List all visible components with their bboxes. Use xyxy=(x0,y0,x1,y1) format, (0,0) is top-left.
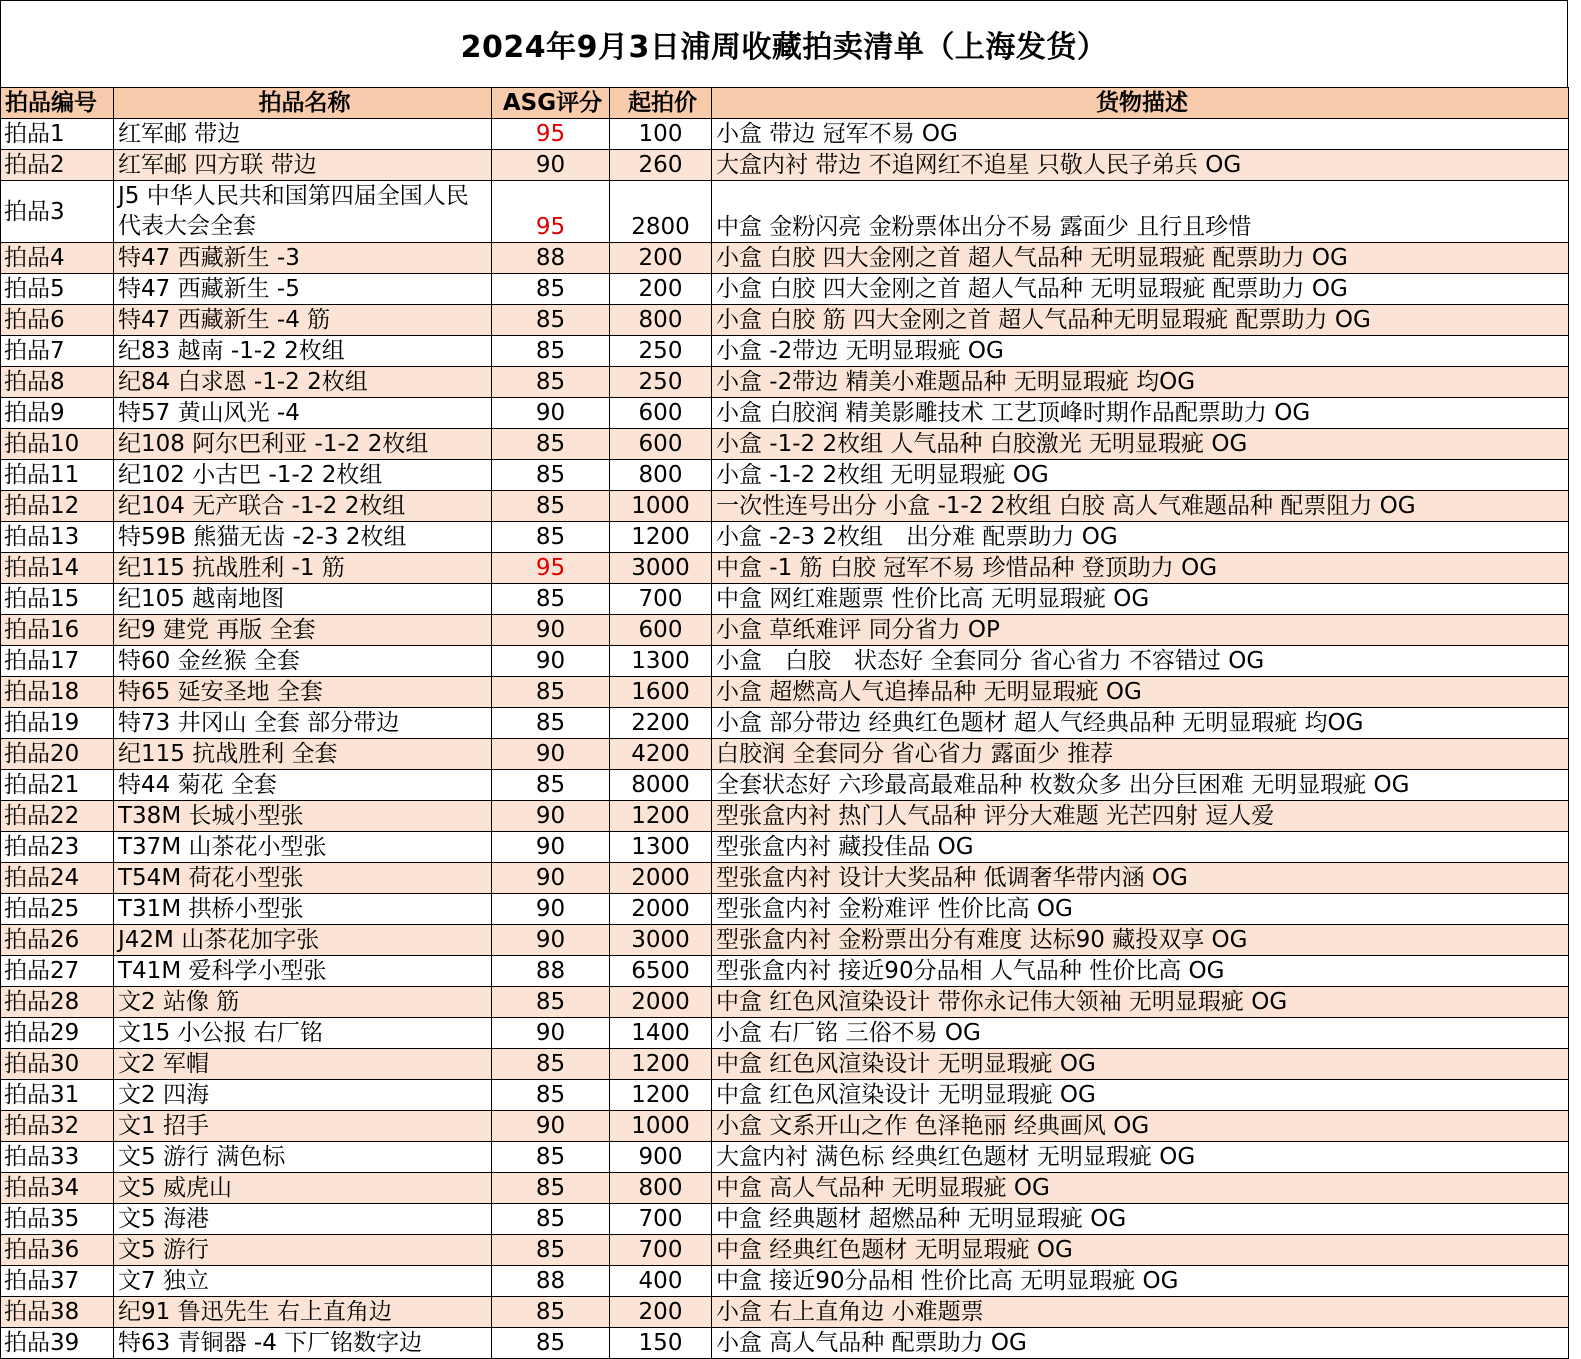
cell-start-price: 1200 xyxy=(610,1080,712,1111)
cell-description: 一次性连号出分 小盒 -1-2 2枚组 白胶 高人气难题品种 配票阻力 OG xyxy=(712,491,1569,522)
cell-description: 中盒 红色风渲染设计 无明显瑕疵 OG xyxy=(712,1049,1569,1080)
cell-start-price: 8000 xyxy=(610,770,712,801)
cell-lot-id: 拍品9 xyxy=(1,398,114,429)
cell-asg-score: 90 xyxy=(492,1018,610,1049)
cell-start-price: 2200 xyxy=(610,708,712,739)
cell-asg-score: 95 xyxy=(492,119,610,150)
cell-description: 型张盒内衬 藏投佳品 OG xyxy=(712,832,1569,863)
cell-lot-name: 特73 井冈山 全套 部分带边 xyxy=(114,708,492,739)
cell-lot-name: 特59B 熊猫无齿 -2-3 2枚组 xyxy=(114,522,492,553)
cell-description: 小盒 白胶 筋 四大金刚之首 超人气品种无明显瑕疵 配票助力 OG xyxy=(712,305,1569,336)
cell-description: 小盒 右上直角边 小难题票 xyxy=(712,1297,1569,1328)
cell-lot-id: 拍品7 xyxy=(1,336,114,367)
cell-asg-score: 85 xyxy=(492,1142,610,1173)
cell-description: 小盒 -2带边 精美小难题品种 无明显瑕疵 均OG xyxy=(712,367,1569,398)
cell-lot-id: 拍品15 xyxy=(1,584,114,615)
cell-start-price: 400 xyxy=(610,1266,712,1297)
cell-asg-score: 85 xyxy=(492,1080,610,1111)
table-row xyxy=(1,1018,1569,1049)
cell-asg-score: 85 xyxy=(492,367,610,398)
cell-start-price: 200 xyxy=(610,243,712,274)
cell-asg-score: 85 xyxy=(492,1297,610,1328)
table-row xyxy=(1,677,1569,708)
table-row xyxy=(1,367,1569,398)
cell-description: 型张盒内衬 热门人气品种 评分大难题 光芒四射 逗人爱 xyxy=(712,801,1569,832)
table-row xyxy=(1,305,1569,336)
cell-lot-name: 特65 延安圣地 全套 xyxy=(114,677,492,708)
table-row xyxy=(1,863,1569,894)
cell-start-price: 600 xyxy=(610,429,712,460)
cell-lot-name: 纪9 建党 再版 全套 xyxy=(114,615,492,646)
table-body xyxy=(1,119,1569,1359)
table-row xyxy=(1,894,1569,925)
cell-asg-score: 90 xyxy=(492,832,610,863)
cell-lot-name: J5 中华人民共和国第四届全国人民代表大会全套 xyxy=(114,181,492,243)
table-row xyxy=(1,1142,1569,1173)
table-row xyxy=(1,770,1569,801)
cell-lot-id: 拍品31 xyxy=(1,1080,114,1111)
cell-lot-name: J42M 山茶花加字张 xyxy=(114,925,492,956)
cell-description: 小盒 部分带边 经典红色题材 超人气经典品种 无明显瑕疵 均OG xyxy=(712,708,1569,739)
cell-start-price: 800 xyxy=(610,305,712,336)
cell-lot-id: 拍品3 xyxy=(1,181,114,243)
table-row xyxy=(1,615,1569,646)
cell-asg-score: 85 xyxy=(492,584,610,615)
table-row xyxy=(1,1328,1569,1359)
cell-start-price: 200 xyxy=(610,274,712,305)
cell-lot-name: 文2 军帽 xyxy=(114,1049,492,1080)
cell-description: 全套状态好 六珍最高最难品种 枚数众多 出分巨困难 无明显瑕疵 OG xyxy=(712,770,1569,801)
cell-lot-name: T37M 山茶花小型张 xyxy=(114,832,492,863)
cell-asg-score: 85 xyxy=(492,1173,610,1204)
cell-asg-score: 90 xyxy=(492,801,610,832)
cell-description: 白胶润 全套同分 省心省力 露面少 推荐 xyxy=(712,739,1569,770)
cell-lot-id: 拍品4 xyxy=(1,243,114,274)
table-row xyxy=(1,584,1569,615)
cell-lot-id: 拍品11 xyxy=(1,460,114,491)
cell-start-price: 900 xyxy=(610,1142,712,1173)
cell-start-price: 800 xyxy=(610,1173,712,1204)
header-desc: 货物描述 xyxy=(712,88,1569,119)
cell-start-price: 260 xyxy=(610,150,712,181)
cell-start-price: 1000 xyxy=(610,491,712,522)
cell-asg-score: 85 xyxy=(492,1328,610,1359)
cell-start-price: 1000 xyxy=(610,1111,712,1142)
cell-description: 小盒 白胶润 精美影雕技术 工艺顶峰时期作品配票助力 OG xyxy=(712,398,1569,429)
cell-asg-score: 85 xyxy=(492,1204,610,1235)
cell-lot-name: 特57 黄山风光 -4 xyxy=(114,398,492,429)
cell-description: 小盒 超燃高人气追捧品种 无明显瑕疵 OG xyxy=(712,677,1569,708)
cell-lot-name: 文5 游行 xyxy=(114,1235,492,1266)
cell-lot-id: 拍品28 xyxy=(1,987,114,1018)
cell-description: 中盒 高人气品种 无明显瑕疵 OG xyxy=(712,1173,1569,1204)
cell-start-price: 1300 xyxy=(610,832,712,863)
page-title: 2024年9月3日浦周收藏拍卖清单（上海发货） xyxy=(0,0,1568,87)
cell-lot-name: 红军邮 四方联 带边 xyxy=(114,150,492,181)
table-row xyxy=(1,1235,1569,1266)
cell-start-price: 4200 xyxy=(610,739,712,770)
cell-description: 中盒 经典题材 超燃品种 无明显瑕疵 OG xyxy=(712,1204,1569,1235)
cell-lot-name: 纪115 抗战胜利 -1 筋 xyxy=(114,553,492,584)
cell-lot-id: 拍品32 xyxy=(1,1111,114,1142)
cell-lot-name: 文7 独立 xyxy=(114,1266,492,1297)
cell-asg-score: 85 xyxy=(492,336,610,367)
cell-start-price: 800 xyxy=(610,460,712,491)
cell-asg-score: 85 xyxy=(492,677,610,708)
cell-description: 小盒 白胶 状态好 全套同分 省心省力 不容错过 OG xyxy=(712,646,1569,677)
cell-lot-name: 特47 西藏新生 -3 xyxy=(114,243,492,274)
cell-start-price: 2800 xyxy=(610,181,712,243)
cell-lot-name: 纪108 阿尔巴利亚 -1-2 2枚组 xyxy=(114,429,492,460)
table-row xyxy=(1,1173,1569,1204)
table-row xyxy=(1,1111,1569,1142)
cell-lot-name: 特47 西藏新生 -5 xyxy=(114,274,492,305)
cell-start-price: 250 xyxy=(610,367,712,398)
cell-lot-id: 拍品16 xyxy=(1,615,114,646)
cell-start-price: 1200 xyxy=(610,522,712,553)
table-row xyxy=(1,460,1569,491)
cell-lot-id: 拍品8 xyxy=(1,367,114,398)
cell-start-price: 600 xyxy=(610,615,712,646)
cell-lot-name: 文5 海港 xyxy=(114,1204,492,1235)
cell-lot-name: 纪84 白求恩 -1-2 2枚组 xyxy=(114,367,492,398)
cell-lot-id: 拍品13 xyxy=(1,522,114,553)
cell-lot-name: 红军邮 带边 xyxy=(114,119,492,150)
table-row xyxy=(1,1204,1569,1235)
cell-lot-id: 拍品35 xyxy=(1,1204,114,1235)
cell-asg-score: 85 xyxy=(492,429,610,460)
cell-lot-id: 拍品34 xyxy=(1,1173,114,1204)
cell-description: 中盒 红色风渲染设计 无明显瑕疵 OG xyxy=(712,1080,1569,1111)
cell-asg-score: 88 xyxy=(492,1266,610,1297)
cell-start-price: 1300 xyxy=(610,646,712,677)
cell-start-price: 1200 xyxy=(610,1049,712,1080)
table-row xyxy=(1,801,1569,832)
cell-lot-id: 拍品22 xyxy=(1,801,114,832)
table-row xyxy=(1,243,1569,274)
cell-lot-name: 纪83 越南 -1-2 2枚组 xyxy=(114,336,492,367)
header-score: ASG评分 xyxy=(492,88,610,119)
cell-asg-score: 88 xyxy=(492,243,610,274)
header-price: 起拍价 xyxy=(610,88,712,119)
cell-description: 大盒内衬 带边 不追网红不追星 只敬人民子弟兵 OG xyxy=(712,150,1569,181)
cell-start-price: 600 xyxy=(610,398,712,429)
cell-lot-name: T54M 荷花小型张 xyxy=(114,863,492,894)
cell-lot-name: 纪104 无产联合 -1-2 2枚组 xyxy=(114,491,492,522)
table-row xyxy=(1,987,1569,1018)
table-row xyxy=(1,925,1569,956)
table-row xyxy=(1,832,1569,863)
cell-asg-score: 90 xyxy=(492,398,610,429)
cell-start-price: 250 xyxy=(610,336,712,367)
table-row xyxy=(1,336,1569,367)
cell-lot-id: 拍品24 xyxy=(1,863,114,894)
cell-description: 小盒 -1-2 2枚组 无明显瑕疵 OG xyxy=(712,460,1569,491)
table-row xyxy=(1,398,1569,429)
cell-asg-score: 90 xyxy=(492,925,610,956)
cell-start-price: 700 xyxy=(610,584,712,615)
cell-start-price: 100 xyxy=(610,119,712,150)
cell-lot-id: 拍品23 xyxy=(1,832,114,863)
cell-description: 小盒 带边 冠军不易 OG xyxy=(712,119,1569,150)
cell-asg-score: 85 xyxy=(492,1235,610,1266)
cell-description: 小盒 右厂铭 三俗不易 OG xyxy=(712,1018,1569,1049)
cell-description: 中盒 -1 筋 白胶 冠军不易 珍惜品种 登顶助力 OG xyxy=(712,553,1569,584)
cell-start-price: 700 xyxy=(610,1235,712,1266)
cell-lot-name: T31M 拱桥小型张 xyxy=(114,894,492,925)
cell-lot-id: 拍品5 xyxy=(1,274,114,305)
cell-asg-score: 85 xyxy=(492,460,610,491)
cell-lot-id: 拍品12 xyxy=(1,491,114,522)
cell-lot-name: 纪91 鲁迅先生 右上直角边 xyxy=(114,1297,492,1328)
cell-lot-id: 拍品21 xyxy=(1,770,114,801)
cell-lot-id: 拍品39 xyxy=(1,1328,114,1359)
cell-start-price: 6500 xyxy=(610,956,712,987)
cell-asg-score: 95 xyxy=(492,181,610,243)
header-name: 拍品名称 xyxy=(114,88,492,119)
table-row xyxy=(1,274,1569,305)
cell-lot-id: 拍品1 xyxy=(1,119,114,150)
cell-lot-id: 拍品25 xyxy=(1,894,114,925)
cell-asg-score: 85 xyxy=(492,770,610,801)
cell-lot-name: 特60 金丝猴 全套 xyxy=(114,646,492,677)
cell-lot-name: 纪102 小古巴 -1-2 2枚组 xyxy=(114,460,492,491)
cell-asg-score: 85 xyxy=(492,522,610,553)
cell-start-price: 3000 xyxy=(610,553,712,584)
cell-start-price: 3000 xyxy=(610,925,712,956)
table-row xyxy=(1,491,1569,522)
cell-lot-name: 文5 威虎山 xyxy=(114,1173,492,1204)
cell-lot-name: 文2 站像 筋 xyxy=(114,987,492,1018)
cell-asg-score: 85 xyxy=(492,1049,610,1080)
table-row xyxy=(1,119,1569,150)
cell-start-price: 700 xyxy=(610,1204,712,1235)
cell-description: 型张盒内衬 接近90分品相 人气品种 性价比高 OG xyxy=(712,956,1569,987)
cell-lot-name: 纪115 抗战胜利 全套 xyxy=(114,739,492,770)
header-id: 拍品编号 xyxy=(1,88,114,119)
cell-asg-score: 90 xyxy=(492,1111,610,1142)
cell-description: 型张盒内衬 设计大奖品种 低调奢华带内涵 OG xyxy=(712,863,1569,894)
cell-description: 大盒内衬 满色标 经典红色题材 无明显瑕疵 OG xyxy=(712,1142,1569,1173)
cell-description: 小盒 -2-3 2枚组 出分难 配票助力 OG xyxy=(712,522,1569,553)
cell-description: 小盒 高人气品种 配票助力 OG xyxy=(712,1328,1569,1359)
cell-asg-score: 90 xyxy=(492,863,610,894)
cell-asg-score: 85 xyxy=(492,305,610,336)
cell-asg-score: 88 xyxy=(492,956,610,987)
cell-lot-name: 文15 小公报 右厂铭 xyxy=(114,1018,492,1049)
cell-asg-score: 85 xyxy=(492,708,610,739)
cell-lot-id: 拍品6 xyxy=(1,305,114,336)
cell-description: 小盒 -1-2 2枚组 人气品种 白胶激光 无明显瑕疵 OG xyxy=(712,429,1569,460)
table-row xyxy=(1,739,1569,770)
cell-description: 中盒 网红难题票 性价比高 无明显瑕疵 OG xyxy=(712,584,1569,615)
cell-start-price: 2000 xyxy=(610,863,712,894)
cell-lot-id: 拍品14 xyxy=(1,553,114,584)
table-row xyxy=(1,522,1569,553)
table-row xyxy=(1,1049,1569,1080)
cell-asg-score: 90 xyxy=(492,894,610,925)
cell-lot-id: 拍品18 xyxy=(1,677,114,708)
cell-lot-name: 特63 青铜器 -4 下厂铭数字边 xyxy=(114,1328,492,1359)
cell-start-price: 1200 xyxy=(610,801,712,832)
table-row xyxy=(1,646,1569,677)
cell-description: 小盒 -2带边 无明显瑕疵 OG xyxy=(712,336,1569,367)
cell-asg-score: 90 xyxy=(492,646,610,677)
cell-lot-id: 拍品29 xyxy=(1,1018,114,1049)
cell-lot-id: 拍品2 xyxy=(1,150,114,181)
cell-lot-name: 文1 招手 xyxy=(114,1111,492,1142)
table-row xyxy=(1,1297,1569,1328)
cell-asg-score: 90 xyxy=(492,150,610,181)
table-row xyxy=(1,956,1569,987)
cell-description: 型张盒内衬 金粉难评 性价比高 OG xyxy=(712,894,1569,925)
cell-start-price: 1400 xyxy=(610,1018,712,1049)
cell-start-price: 150 xyxy=(610,1328,712,1359)
table-row xyxy=(1,1266,1569,1297)
cell-description: 小盒 白胶 四大金刚之首 超人气品种 无明显瑕疵 配票助力 OG xyxy=(712,243,1569,274)
cell-description: 小盒 文系开山之作 色泽艳丽 经典画风 OG xyxy=(712,1111,1569,1142)
cell-asg-score: 95 xyxy=(492,553,610,584)
cell-lot-id: 拍品36 xyxy=(1,1235,114,1266)
cell-description: 中盒 经典红色题材 无明显瑕疵 OG xyxy=(712,1235,1569,1266)
cell-asg-score: 90 xyxy=(492,739,610,770)
cell-lot-name: 文5 游行 满色标 xyxy=(114,1142,492,1173)
cell-start-price: 200 xyxy=(610,1297,712,1328)
auction-table xyxy=(0,87,1569,1359)
cell-asg-score: 90 xyxy=(492,615,610,646)
table-row xyxy=(1,553,1569,584)
table-row xyxy=(1,150,1569,181)
cell-description: 小盒 白胶 四大金刚之首 超人气品种 无明显瑕疵 配票助力 OG xyxy=(712,274,1569,305)
cell-lot-id: 拍品26 xyxy=(1,925,114,956)
cell-lot-id: 拍品17 xyxy=(1,646,114,677)
cell-start-price: 1600 xyxy=(610,677,712,708)
cell-asg-score: 85 xyxy=(492,491,610,522)
table-row xyxy=(1,429,1569,460)
cell-lot-id: 拍品19 xyxy=(1,708,114,739)
cell-lot-id: 拍品10 xyxy=(1,429,114,460)
cell-description: 中盒 金粉闪亮 金粉票体出分不易 露面少 且行且珍惜 xyxy=(712,181,1569,243)
cell-description: 中盒 接近90分品相 性价比高 无明显瑕疵 OG xyxy=(712,1266,1569,1297)
table-row xyxy=(1,708,1569,739)
cell-description: 小盒 草纸难评 同分省力 OP xyxy=(712,615,1569,646)
cell-start-price: 2000 xyxy=(610,894,712,925)
cell-lot-name: 特47 西藏新生 -4 筋 xyxy=(114,305,492,336)
cell-lot-id: 拍品38 xyxy=(1,1297,114,1328)
cell-asg-score: 85 xyxy=(492,274,610,305)
cell-lot-id: 拍品30 xyxy=(1,1049,114,1080)
cell-asg-score: 85 xyxy=(492,987,610,1018)
cell-description: 中盒 红色风渲染设计 带你永记伟大领袖 无明显瑕疵 OG xyxy=(712,987,1569,1018)
cell-lot-id: 拍品33 xyxy=(1,1142,114,1173)
table-row xyxy=(1,181,1569,243)
cell-lot-name: T38M 长城小型张 xyxy=(114,801,492,832)
cell-description: 型张盒内衬 金粉票出分有难度 达标90 藏投双享 OG xyxy=(712,925,1569,956)
cell-lot-id: 拍品20 xyxy=(1,739,114,770)
cell-lot-id: 拍品27 xyxy=(1,956,114,987)
table-row xyxy=(1,1080,1569,1111)
cell-lot-name: 特44 菊花 全套 xyxy=(114,770,492,801)
cell-lot-name: 文2 四海 xyxy=(114,1080,492,1111)
cell-lot-name: 纪105 越南地图 xyxy=(114,584,492,615)
cell-lot-name: T41M 爱科学小型张 xyxy=(114,956,492,987)
header-row xyxy=(1,88,1569,119)
cell-start-price: 2000 xyxy=(610,987,712,1018)
cell-lot-id: 拍品37 xyxy=(1,1266,114,1297)
